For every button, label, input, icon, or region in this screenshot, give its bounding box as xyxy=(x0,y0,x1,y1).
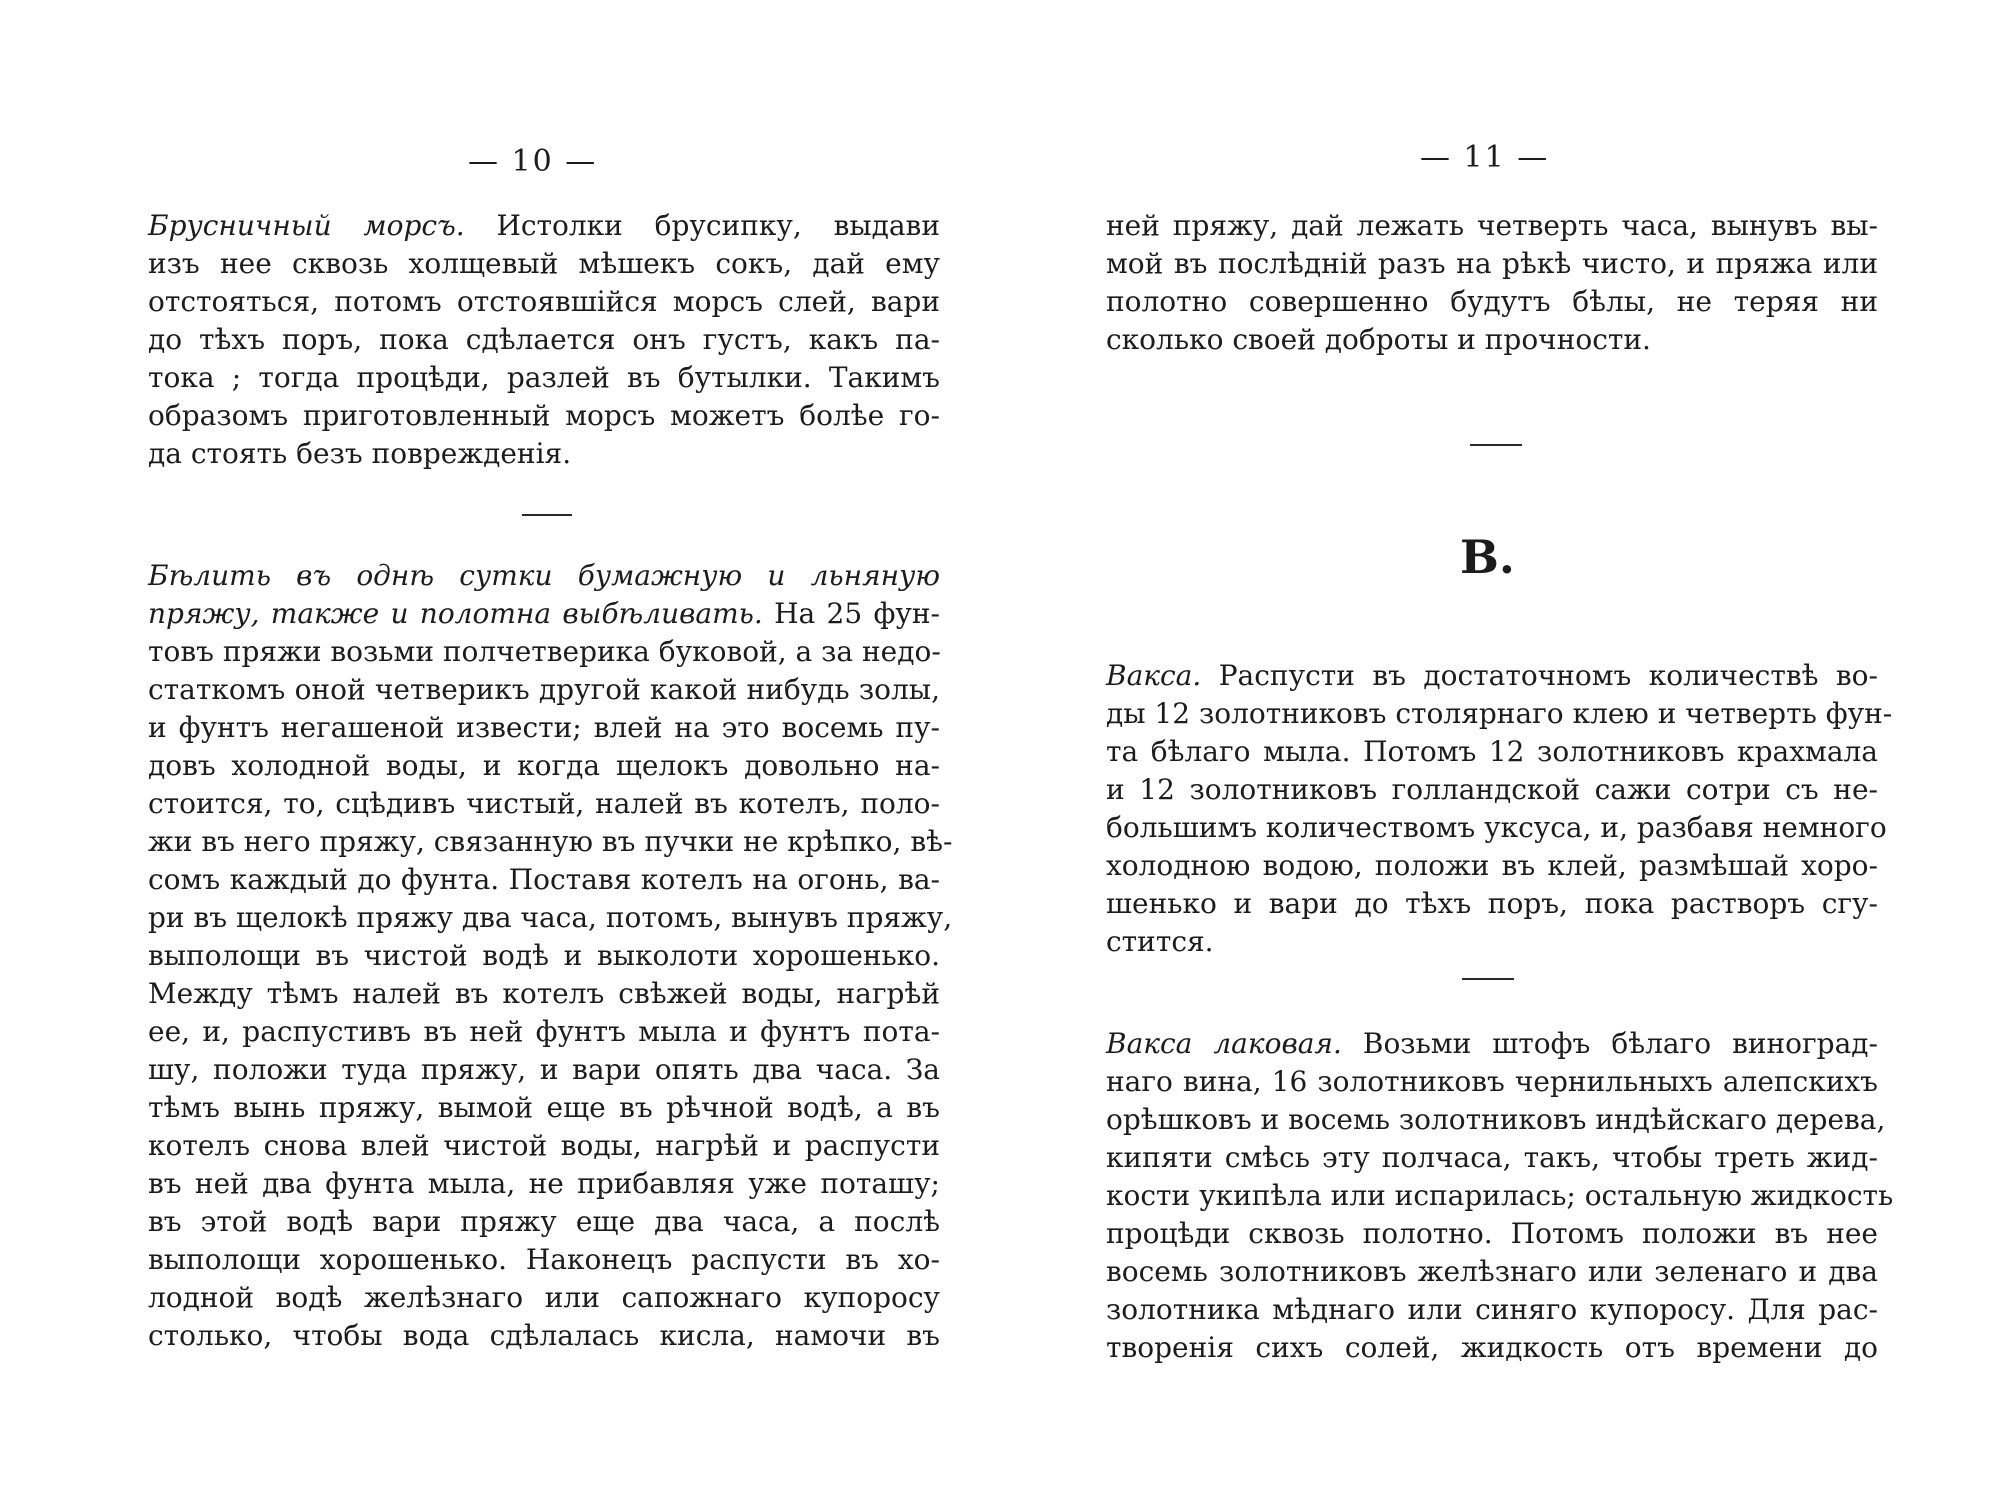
text-line: сомъ каждый до фунта. Поставя котелъ на огонь, ва- xyxy=(148,863,940,896)
text-line xyxy=(148,556,940,596)
text-line: стится. xyxy=(1106,925,1214,958)
text-line: холодною водою, положи въ клей, размѣшай хоро- xyxy=(1106,849,1878,882)
text-line: образомъ приготовленный морсъ можетъ болѣе го- xyxy=(148,399,940,432)
text-line: шу, положи туда пряжу, и вари опять два часа. За xyxy=(148,1053,940,1086)
text-line: товъ пряжи возьми полчетверика буковой, а за недо- xyxy=(148,635,941,668)
article-title: Брусничный морсъ. xyxy=(148,209,465,242)
text-line: жи въ него пряжу, связанную въ пучки не крѣпко, вѣ- xyxy=(148,825,953,858)
page-number: — 11 — xyxy=(1420,140,1550,175)
text-line: статкомъ оной четверикъ другой какой нибудь золы, xyxy=(148,673,940,706)
text-line: столько, чтобы вода сдѣлалась кисла, намочи въ xyxy=(148,1319,940,1352)
text-line: въ ней два фунта мыла, не прибавляя уже поташу; xyxy=(148,1167,940,1200)
text-line: сколько своей доброты и прочности. xyxy=(1106,323,1651,356)
text-line: Вакса лаковая. Возьми штофъ бѣлаго виноград- xyxy=(1106,1027,1879,1060)
right-page xyxy=(1000,0,2000,1504)
text-line: мой въ послѣдній разъ на рѣкѣ чисто, и пряжа или xyxy=(1106,247,1878,280)
page-number: — 10 — xyxy=(468,144,598,179)
text-line: выполощи въ чистой водѣ и выколоти хорошенько. xyxy=(148,939,940,972)
text-line: орѣшковъ и восемь золотниковъ индѣйскаго дерева, xyxy=(1106,1103,1886,1136)
text-line: Между тѣмъ налей въ котелъ свѣжей воды, нагрѣй xyxy=(148,977,940,1010)
text-line: выполощи хорошенько. Наконецъ распусти въ хо- xyxy=(148,1243,940,1276)
text-line: въ этой водѣ вари пряжу еще два часа, а послѣ xyxy=(148,1205,940,1238)
article-title: Вакса. xyxy=(1106,659,1202,692)
text-line: ри въ щелокѣ пряжу два часа, потомъ, вынувъ пряжу, xyxy=(148,901,953,934)
text-line: шенько и вари до тѣхъ поръ, пока растворъ сгу- xyxy=(1106,887,1878,920)
section-letter: В. xyxy=(1460,530,1515,584)
article-title: Вакса лаковая. xyxy=(1106,1027,1342,1060)
text-line: тѣмъ вынь пряжу, вымой еще въ рѣчной водѣ, а въ xyxy=(148,1091,940,1124)
text-line: до тѣхъ поръ, пока сдѣлается онъ густъ, какъ па- xyxy=(148,323,940,356)
article-title: пряжу, также и полотна выбѣливать. xyxy=(148,597,763,630)
text-line: лодной водѣ желѣзнаго или сапожнаго купоросу xyxy=(148,1281,940,1314)
text-line: да стоять безъ поврежденія. xyxy=(148,437,572,470)
text-line: золотника мѣднаго или синяго купоросу. Для рас- xyxy=(1106,1293,1878,1326)
article-title: Бѣлить въ однѣ сутки бумажную и льняную xyxy=(148,559,940,592)
text-line: довъ холодной воды, и когда щелокъ довольно на- xyxy=(148,749,940,782)
text-line: творенія сихъ солей, жидкость отъ времени до xyxy=(1106,1331,1878,1364)
text-line: кости укипѣла или испарилась; остальную жидкость xyxy=(1106,1179,1894,1212)
text-line: пряжу, также и полотна выбѣливать. На 25 фун- xyxy=(148,597,940,630)
text-line: отстояться, потомъ отстоявшійся морсъ слей, вари xyxy=(148,285,940,318)
text-line: наго вина, 16 золотниковъ чернильныхъ алепскихъ xyxy=(1106,1065,1878,1098)
text-line: полотно совершенно будутъ бѣлы, не теряя ни xyxy=(1106,285,1878,318)
text-line: восемь золотниковъ желѣзнаго или зеленаго и два xyxy=(1106,1255,1878,1288)
text-line: тока ; тогда процѣди, разлей въ бутылки. Такимъ xyxy=(148,361,940,394)
section-divider xyxy=(1470,444,1522,446)
text-line: и фунтъ негашеной извести; влей на это восемь пу- xyxy=(148,711,940,744)
text-line: Вакса. Распусти въ достаточномъ количествѣ во- xyxy=(1106,659,1878,692)
text-line: та бѣлаго мыла. Потомъ 12 золотниковъ крахмала xyxy=(1106,735,1878,768)
text-line: ее, и, распустивъ въ ней фунтъ мыла и фунтъ пота- xyxy=(148,1015,940,1048)
text-line: стоится, то, сцѣдивъ чистый, налей въ котелъ, поло- xyxy=(148,787,940,820)
text-line: изъ нее сквозь холщевый мѣшекъ сокъ, дай ему xyxy=(148,247,940,280)
text-line: и 12 золотниковъ голландской сажи сотри съ не- xyxy=(1106,773,1878,806)
text-line: котелъ снова влей чистой воды, нагрѣй и распусти xyxy=(148,1129,940,1162)
text-line: ней пряжу, дай лежать четверть часа, вынувъ вы- xyxy=(1106,209,1878,242)
section-divider xyxy=(1462,978,1514,980)
text-line: ды 12 золотниковъ столярнаго клею и четверть фун- xyxy=(1106,697,1893,730)
text-line: процѣди сквозь полотно. Потомъ положи въ нее xyxy=(1106,1217,1878,1250)
section-divider xyxy=(522,514,572,516)
text-line: Брусничный морсъ. Истолки брусипку, выдави xyxy=(148,209,940,242)
text-line: большимъ количествомъ уксуса, и, разбавя немного xyxy=(1106,811,1887,844)
text-line: кипяти смѣсь эту полчаса, такъ, чтобы треть жид- xyxy=(1106,1141,1878,1174)
